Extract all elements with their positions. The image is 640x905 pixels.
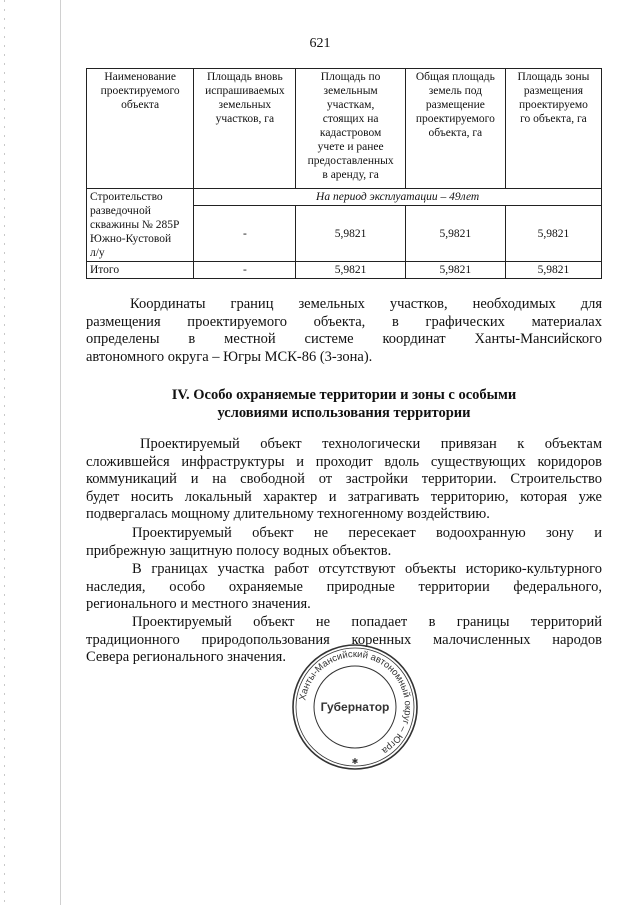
header-cadastral-area: Площадь по земельным участкам, стоящих на кадастровом учете и ранее предоставленных в аренду, га: [296, 69, 405, 189]
total-new-area: -: [194, 262, 296, 279]
land-area-table: [86, 68, 602, 279]
total-total-area: 5,9821: [405, 262, 505, 279]
scan-edge-marks: [4, 0, 5, 905]
header-object-name: Наименование проектируемого объекта: [87, 69, 194, 189]
paragraph-heritage: В границах участка работ отсутствуют объекты историко-культурного наследия, особо охраняемые природные территории федерального, регионального и местного значения.: [86, 561, 602, 612]
total-cadastral-area: 5,9821: [296, 262, 405, 279]
header-total-area: Общая площадь земель под размещение проектируемого объекта, га: [405, 69, 505, 189]
cell-new-area: -: [194, 206, 296, 262]
total-zone-area: 5,9821: [505, 262, 601, 279]
stamp-ring-text: Ханты-Мансийский автономный округ – Югра: [297, 648, 414, 757]
table-row: [87, 189, 602, 206]
binding-margin-line: [60, 0, 61, 905]
coordinates-paragraph: Координаты границ земельных участков, необходимых для размещения проектируемого объекта, в графических материалах определены в местной системе координат Ханты-Мансийского автономного округа – Югры МСК-86 (3-зона).: [86, 296, 602, 365]
cell-zone-area: 5,9821: [505, 206, 601, 262]
header-zone-area: Площадь зоны размещения проектируемо го объекта, га: [505, 69, 601, 189]
cell-total-area: 5,9821: [405, 206, 505, 262]
paragraph-indigenous: Проектируемый объект не попадает в границы территорий традиционного природопользования коренных малочисленных народов Севера регионального значения.: [86, 614, 602, 665]
paragraph-infrastructure: Проектируемый объект технологически привязан к объектам сложившейся инфраструктуры и проходит вдоль существующих коридоров коммуникаций и на свободной от застройки территории. Строительство будет носить локальный характер и затрагивать территорию, которая уже подвергалась мощному длительному техногенному воздействию.: [86, 436, 602, 522]
stamp-star-icon: ✱: [351, 757, 359, 766]
total-label: Итого: [87, 262, 194, 279]
section-title: IV. Особо охраняемые территории и зоны с особыми условиями использования территории: [171, 387, 517, 421]
governor-stamp: [290, 642, 420, 772]
paragraph-water-zone: Проектируемый объект не пересекает водоохранную зону и прибрежную защитную полосу водных объектов.: [86, 525, 602, 559]
row-object-name: Строительство разведочной скважины № 285Р Южно-Кустовой л/у: [87, 189, 194, 262]
stamp-center-text: Губернатор: [320, 700, 390, 714]
table-header-row: [87, 69, 602, 189]
table-total-row: [87, 262, 602, 279]
header-new-area: Площадь вновь испрашиваемых земельных участков, га: [194, 69, 296, 189]
cell-cadastral-area: 5,9821: [296, 206, 405, 262]
page-number: 621: [309, 36, 331, 51]
period-label: На период эксплуатации – 49лет: [194, 189, 602, 206]
